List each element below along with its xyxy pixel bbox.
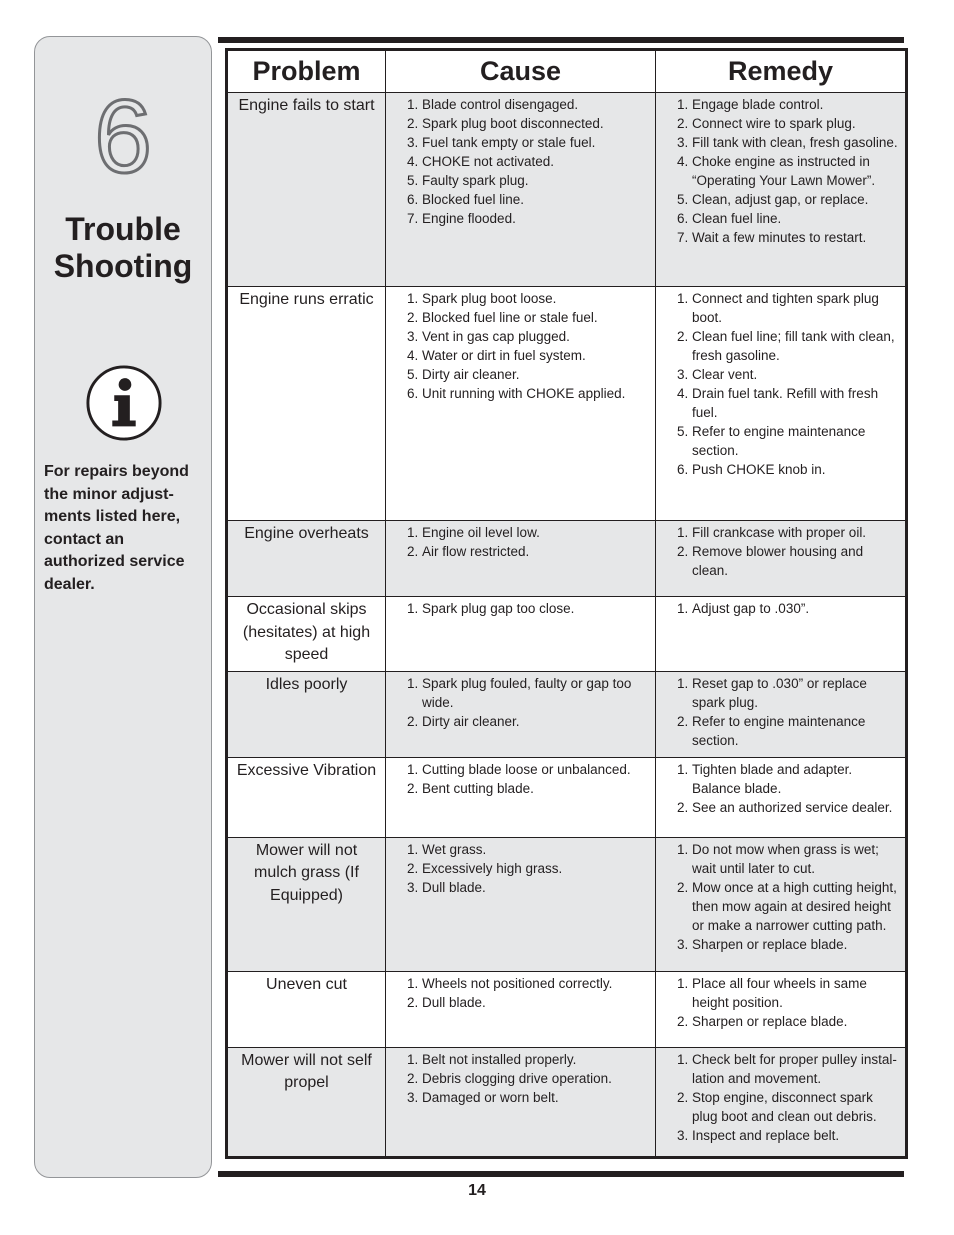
remedy-cell — [656, 287, 907, 521]
cause-item: 1. Spark plug boot loose. — [422, 289, 649, 308]
remedy-item: 7. Wait a few minutes to restart. — [692, 228, 899, 247]
cause-item: 2. Air flow restricted. — [422, 542, 649, 561]
cause-item: 5. Faulty spark plug. — [422, 171, 649, 190]
cause-item: 3. Damaged or worn belt. — [422, 1088, 649, 1107]
cause-item: 1. Wet grass. — [422, 840, 649, 859]
remedy-item: 2. Connect wire to spark plug. — [692, 114, 899, 133]
remedy-item: 1. Reset gap to .030” or replace spark plug. — [692, 674, 899, 712]
table-row — [227, 837, 907, 971]
service-note: For repairs beyond the minor adjust- ments listed here, contact an authorized service dealer. — [44, 463, 189, 593]
cause-item: 4. Water or dirt in fuel system. — [422, 346, 649, 365]
cause-item: 1. Blade control disengaged. — [422, 95, 649, 114]
remedy-item: 3. Clear vent. — [692, 365, 899, 384]
remedy-item: 1. Adjust gap to .030”. — [692, 599, 899, 618]
header-problem: Problem — [227, 50, 386, 93]
remedy-cell — [656, 597, 907, 672]
remedy-list — [672, 974, 899, 1031]
info-icon — [85, 364, 163, 442]
remedy-list — [672, 840, 899, 954]
chapter-sidebar — [34, 36, 212, 1178]
cause-list — [402, 95, 649, 228]
cause-item: 2. Blocked fuel line or stale fuel. — [422, 308, 649, 327]
remedy-cell — [656, 971, 907, 1047]
chapter-number: 6 — [94, 79, 152, 195]
cause-cell — [386, 93, 656, 287]
cause-item: 2. Dirty air cleaner. — [422, 712, 649, 731]
cause-item: 2. Excessively high grass. — [422, 859, 649, 878]
cause-item: 1. Engine oil level low. — [422, 523, 649, 542]
remedy-list — [672, 760, 899, 817]
remedy-item: 1. Tighten blade and adapter. Balance blade. — [692, 760, 899, 798]
remedy-item: 2. Mow once at a high cutting height, then mow again at desired height or make a narrower cutting path. — [692, 878, 899, 935]
problem-cell: Engine runs erratic — [227, 287, 386, 521]
cause-list — [402, 523, 649, 561]
cause-cell — [386, 597, 656, 672]
problem-cell: Mower will not mulch grass (If Equipped) — [227, 837, 386, 971]
remedy-item: 1. Place all four wheels in same height position. — [692, 974, 899, 1012]
remedy-item: 2. Refer to engine maintenance section. — [692, 712, 899, 750]
section-title-line1: Trouble — [65, 211, 181, 247]
table-row — [227, 671, 907, 757]
table-row — [227, 93, 907, 287]
cause-item: 6. Blocked fuel line. — [422, 190, 649, 209]
cause-list — [402, 840, 649, 897]
cause-item: 2. Debris clogging drive operation. — [422, 1069, 649, 1088]
remedy-list — [672, 1050, 899, 1145]
problem-cell: Engine overheats — [227, 521, 386, 597]
remedy-item: 4. Choke engine as instructed in “Operating Your Lawn Mower”. — [692, 152, 899, 190]
cause-item: 2. Bent cutting blade. — [422, 779, 649, 798]
table-row — [227, 971, 907, 1047]
top-rule — [218, 37, 904, 43]
section-title — [35, 211, 211, 285]
cause-cell — [386, 521, 656, 597]
problem-cell: Occasional skips (hesitates) at high speed — [227, 597, 386, 672]
remedy-list — [672, 674, 899, 750]
remedy-cell — [656, 671, 907, 757]
remedy-item: 4. Drain fuel tank. Refill with fresh fuel. — [692, 384, 899, 422]
table-row — [227, 1047, 907, 1157]
remedy-item: 1. Engage blade control. — [692, 95, 899, 114]
cause-cell — [386, 971, 656, 1047]
remedy-item: 1. Check belt for proper pulley instal- lation and movement. — [692, 1050, 899, 1088]
cause-list — [402, 974, 649, 1012]
remedy-item: 1. Fill crankcase with proper oil. — [692, 523, 899, 542]
cause-cell — [386, 1047, 656, 1157]
table-row — [227, 597, 907, 672]
header-cause: Cause — [386, 50, 656, 93]
cause-item: 7. Engine flooded. — [422, 209, 649, 228]
remedy-item: 5. Refer to engine maintenance section. — [692, 422, 899, 460]
remedy-item: 2. Clean fuel line; fill tank with clean, fresh gasoline. — [692, 327, 899, 365]
cause-list — [402, 674, 649, 731]
cause-cell — [386, 671, 656, 757]
remedy-item: 2. Remove blower housing and clean. — [692, 542, 899, 580]
cause-item: 2. Spark plug boot disconnected. — [422, 114, 649, 133]
cause-item: 5. Dirty air cleaner. — [422, 365, 649, 384]
cause-item: 4. CHOKE not activated. — [422, 152, 649, 171]
cause-item: 1. Spark plug fouled, faulty or gap too wide. — [422, 674, 649, 712]
remedy-item: 5. Clean, adjust gap, or replace. — [692, 190, 899, 209]
table-row — [227, 287, 907, 521]
cause-list — [402, 760, 649, 798]
cause-item: 1. Belt not installed properly. — [422, 1050, 649, 1069]
remedy-item: 2. Sharpen or replace blade. — [692, 1012, 899, 1031]
problem-cell: Engine fails to start — [227, 93, 386, 287]
remedy-item: 6. Clean fuel line. — [692, 209, 899, 228]
problem-cell: Excessive Vibration — [227, 757, 386, 837]
remedy-item: 1. Connect and tighten spark plug boot. — [692, 289, 899, 327]
troubleshooting-table — [225, 48, 908, 1159]
problem-cell: Mower will not self propel — [227, 1047, 386, 1157]
remedy-item: 2. See an authorized service dealer. — [692, 798, 899, 817]
cause-item: 2. Dull blade. — [422, 993, 649, 1012]
cause-cell — [386, 837, 656, 971]
remedy-list — [672, 523, 899, 580]
table-row — [227, 521, 907, 597]
remedy-cell — [656, 521, 907, 597]
remedy-item: 6. Push CHOKE knob in. — [692, 460, 899, 479]
table-row — [227, 757, 907, 837]
remedy-item: 2. Stop engine, disconnect spark plug boot and clean out debris. — [692, 1088, 899, 1126]
cause-item: 1. Wheels not positioned correctly. — [422, 974, 649, 993]
remedy-cell — [656, 757, 907, 837]
cause-item: 3. Fuel tank empty or stale fuel. — [422, 133, 649, 152]
cause-list — [402, 1050, 649, 1107]
page-number: 14 — [468, 1182, 486, 1199]
problem-cell: Idles poorly — [227, 671, 386, 757]
header-remedy: Remedy — [656, 50, 907, 93]
remedy-list — [672, 95, 899, 247]
cause-item: 1. Spark plug gap too close. — [422, 599, 649, 618]
remedy-cell — [656, 93, 907, 287]
remedy-list — [672, 289, 899, 479]
bottom-rule — [218, 1171, 904, 1177]
remedy-cell — [656, 837, 907, 971]
cause-item: 6. Unit running with CHOKE applied. — [422, 384, 649, 403]
cause-item: 3. Dull blade. — [422, 878, 649, 897]
remedy-cell — [656, 1047, 907, 1157]
cause-item: 1. Cutting blade loose or unbalanced. — [422, 760, 649, 779]
remedy-item: 3. Sharpen or replace blade. — [692, 935, 899, 954]
cause-item: 3. Vent in gas cap plugged. — [422, 327, 649, 346]
cause-cell — [386, 287, 656, 521]
section-title-line2: Shooting — [53, 248, 193, 284]
remedy-list — [672, 599, 899, 618]
cause-list — [402, 599, 649, 618]
remedy-item: 3. Inspect and replace belt. — [692, 1126, 899, 1145]
remedy-item: 3. Fill tank with clean, fresh gasoline. — [692, 133, 899, 152]
remedy-item: 1. Do not mow when grass is wet; wait until later to cut. — [692, 840, 899, 878]
cause-cell — [386, 757, 656, 837]
problem-cell: Uneven cut — [227, 971, 386, 1047]
cause-list — [402, 289, 649, 403]
